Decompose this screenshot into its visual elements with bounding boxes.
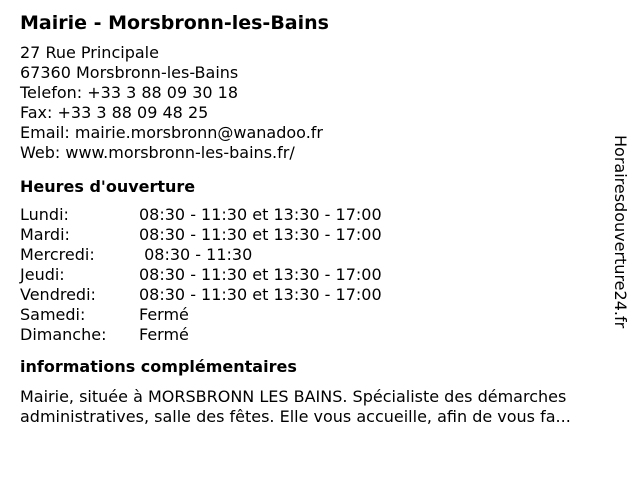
hours-row-sunday <box>20 325 620 345</box>
day-hours: 08:30 - 11:30 <box>139 245 253 264</box>
day-label: Mardi: <box>20 225 70 244</box>
day-label: Jeudi: <box>20 265 65 284</box>
hours-row-thursday <box>20 265 620 285</box>
info-line-2: administratives, salle des fêtes. Elle vous accueille, afin de vous fa... <box>20 407 571 426</box>
day-hours: Fermé <box>139 305 189 324</box>
content <box>20 12 620 427</box>
info-line-1: Mairie, située à MORSBRONN LES BAINS. Spécialiste des démarches <box>20 387 567 406</box>
info-heading: informations complémentaires <box>20 357 297 376</box>
hours-row-wednesday <box>20 245 620 265</box>
email[interactable]: Email: mairie.morsbronn@wanadoo.fr <box>20 123 323 142</box>
day-label: Dimanche: <box>20 325 107 344</box>
hours-row-tuesday <box>20 225 620 245</box>
day-hours: 08:30 - 11:30 et 13:30 - 17:00 <box>139 285 382 304</box>
day-label: Lundi: <box>20 205 69 224</box>
address-block <box>20 43 620 163</box>
hours-heading: Heures d'ouverture <box>20 177 196 196</box>
day-label: Samedi: <box>20 305 86 324</box>
hours-table <box>20 205 620 345</box>
day-hours: 08:30 - 11:30 et 13:30 - 17:00 <box>139 205 382 224</box>
day-label: Mercredi: <box>20 245 95 264</box>
day-hours: 08:30 - 11:30 et 13:30 - 17:00 <box>139 225 382 244</box>
page-title: Mairie - Morsbronn-les-Bains <box>20 12 329 34</box>
hours-row-saturday <box>20 305 620 325</box>
day-hours: Fermé <box>139 325 189 344</box>
phone: Telefon: +33 3 88 09 30 18 <box>20 83 239 102</box>
day-hours: 08:30 - 11:30 et 13:30 - 17:00 <box>139 265 382 284</box>
street: 27 Rue Principale <box>20 43 159 62</box>
hours-row-monday <box>20 205 620 225</box>
fax: Fax: +33 3 88 09 48 25 <box>20 103 209 122</box>
website[interactable]: Web: www.morsbronn-les-bains.fr/ <box>20 143 295 162</box>
day-label: Vendredi: <box>20 285 96 304</box>
hours-row-friday <box>20 285 620 305</box>
info-text <box>20 387 620 427</box>
site-watermark: Horairesdouverture24.fr <box>611 135 630 329</box>
city: 67360 Morsbronn-les-Bains <box>20 63 239 82</box>
